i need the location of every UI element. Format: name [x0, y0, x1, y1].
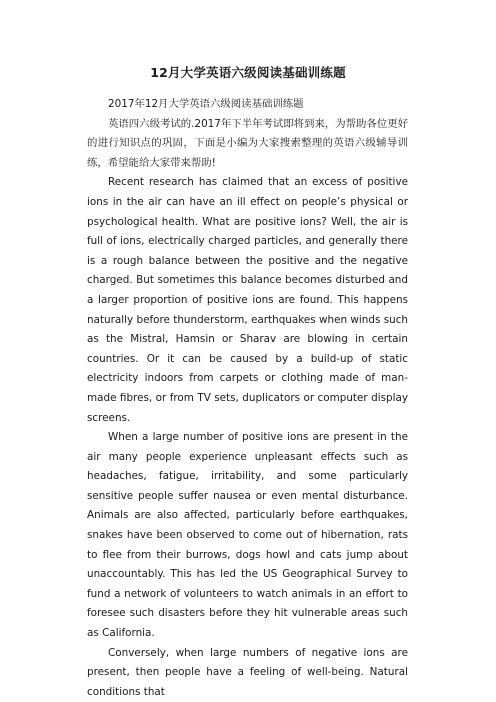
body-paragraph-2: When a large number of positive ions are present in the air many people experience unpleasant effects such as headaches, fatigue, irritability, and some particularly sensitive people suffer nausea or even mental disturbance. Animals are also affected, particularly before earthquakes, snakes have been observed to come out of hibernation, rats to flee from their burrows, dogs howl and cats jump about unaccountably. This has led the US Geographical Survey to fund a network of volunteers to watch animals in an effort to foresee such disasters before they hit vulnerable areas such as California. [87, 431, 408, 640]
document-subtitle: 2017年12月大学英语六级阅读基础训练题 [108, 98, 304, 110]
body-paragraph-1: Recent research has claimed that an excess of positive ions in the air can have an ill effect on people’s physical or psychological health. What are positive ions? Well, the air is full of ions, electrically charged particles, and generally there is a rough balance between the positive and the negative charged. But sometimes this balance becomes disturbed and a larger proportion of positive ions are found. This happens naturally before thunderstorm, earthquakes when winds such as the Mistral, Hamsin or Sharav are blowing in certain countries. Or it can be caused by a build-up of static electricity indoors from carpets or clothing made of man-made fibres, or from TV sets, duplicators or computer display screens. [87, 176, 408, 424]
intro-paragraph: 英语四六级考试的.2017年下半年考试即将到来，为帮助各位更好的进行知识点的巩固，下面是小编为大家搜索整理的英语六级辅导训练，希望能给大家带来帮助! [87, 117, 408, 169]
document-body [87, 95, 408, 702]
document-title: 12月大学英语六级阅读基础训练题 [150, 65, 346, 80]
body-paragraph-3: Conversely, when large numbers of negative ions are present, then people have a feeling of well-being. Natural conditions that [87, 646, 408, 698]
